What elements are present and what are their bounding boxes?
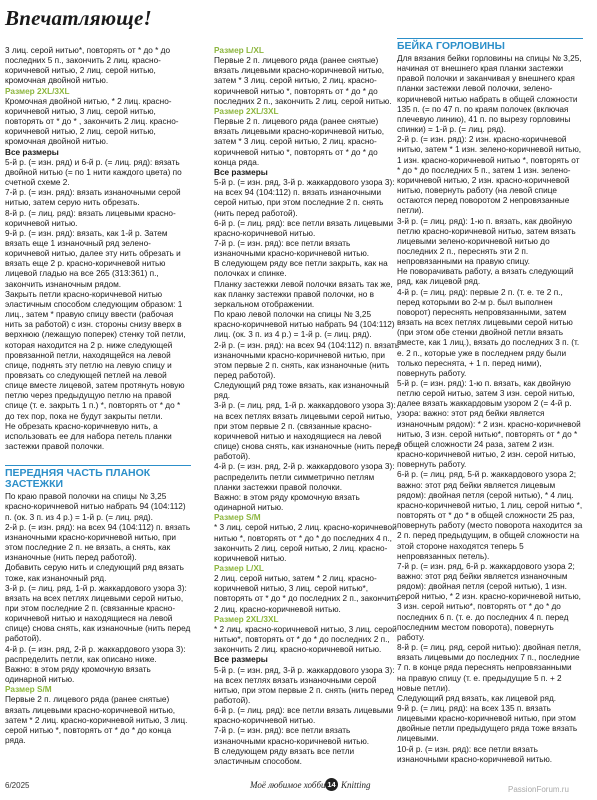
- size-heading: Размер S/M: [5, 685, 52, 695]
- paragraph: Планку застежки левой полочки вязать так же, как планку застежки правой полочки, но в зеркальном отображении.: [214, 279, 393, 309]
- paragraph: Следующий ряд тоже вязать, как изнаночный ряд.: [214, 381, 390, 401]
- paragraph: 3 лиц. серой нитью*, повторять от * до * до последних 5 п., закончить 2 лиц. красно-коричневой нитью, 2 лиц. серой нитью, кромочная двойной нитью.: [5, 46, 171, 86]
- paragraph: 8-й р. (= лиц. ряд, серой нитью): двойная петля, вязать лицевыми до последних 7 п., последние 7 п. в конце ряда переснять непровязанными на правую спицу (т. е. предыдущие 5 п. + 2 новые петли).: [397, 643, 582, 693]
- size-heading: Размер 2XL/3XL: [214, 106, 279, 116]
- paragraph: Добавить серую нить и следующий ряд вязать тоже, как изнаночный ряд.: [5, 563, 184, 583]
- magazine-section: Knitting: [341, 780, 371, 790]
- size-heading: Размер L/XL: [214, 46, 264, 55]
- paragraph: Закрыть петли красно-коричневой нитью эластичным способом следующим образом: 1 лиц., затем * правую спицу ввести (рабочая нить за работой) с изн. стороны снизу вверх в верхнюю (лежащую поперек) стенку той петли, которая находится на 2 р. ниже следующей провязанной петли, находящейся на левой спице, поднять эту петлю на левую спицу и провязать со следующей петлей на левой спице вместе лицевой, затем протянуть новую петлю через предыдущую петлю на правой спице (т. е. закрыть 1 п.) *, повторять от * до * до тех пор, пока не будут закрыты петли.: [5, 289, 186, 421]
- paragraph: 2-й р. (= изн. ряд): 2 изн. красно-коричневой нитью, затем * 1 изн. зелено-коричневой нитью, 1 изн. красно-коричневой нитью *, повторять от * до * до последних 5 п., затем 1 изн. зелено-коричневой нитью, 2 изн. красно-коричневой нитью, повернуть работу (на левой спице остаются перед поворотом 2 непровязанные петли).: [397, 135, 582, 216]
- paragraph: 2-й р. (= изн. ряд): на всех 94 (104:112) п. вязать изнаночными красно-коричневой нитью, при этом первые 2 п. снять, как изнаночные (нить перед работой).: [214, 340, 400, 380]
- paragraph: Важно: в этом ряду кромочную вязать одинарной нитью.: [5, 664, 151, 685]
- paragraph: Не обрезать красно-коричневую нить, а использовать ее для набора петель планки застежки правой полочки.: [5, 421, 172, 452]
- section-title: ПЕРЕДНЯЯ ЧАСТЬ ПЛАНОК ЗАСТЕЖКИ: [5, 465, 191, 490]
- size-heading: Размер 2XL/3XL: [214, 614, 279, 624]
- page-footer: [0, 776, 597, 800]
- paragraph: 4-й р. (= изн. ряд, 2-й р. жаккардового узора 3): распределить петли, как описано ниже.: [5, 644, 186, 664]
- paragraph: Первые 2 п. лицевого ряда (ранее снятые) вязать лицевыми красно-коричневой нитью, затем * 3 лиц. серой нитью, 2 лиц. красно-коричневой нитью *, повторять от * до * до последних 2 п., закончить 2 лиц. серой нитью.: [214, 56, 392, 106]
- page-title: Впечатляюще!: [5, 6, 152, 30]
- size-heading: Размер S/M: [214, 513, 261, 523]
- page-number-badge: 14: [325, 778, 338, 791]
- paragraph: 2-й р. (= изн. ряд): на всех 94 (104:112) п. вязать изнаночными красно-коричневой нитью, при этом последние 2 п. не вязать, а снять, как изнаночные (нить перед работой).: [5, 522, 191, 563]
- paragraph: 4-й р. (= изн. ряд, 2-й р. жаккардового узора 3): распределить петли симметрично петлям планки застежки правой полочки.: [214, 462, 395, 492]
- paragraph: 7-й р. (= изн. ряд): вязать изнаночными серой нитью, затем серую нить обрезать.: [5, 188, 181, 208]
- paragraph: По краю правой полочки на спицы № 3,25 красно-коричневой нитью набрать 94 (104:112) п. (ок. 3 п. из 4 р.) = 1-й р. (= лиц. ряд).: [5, 492, 186, 522]
- subheading: Все размеры: [214, 655, 268, 665]
- column-3: [397, 38, 583, 765]
- paragraph: Важно: в этом ряду кромочную вязать одинарной нитью.: [214, 492, 360, 513]
- paragraph: 7-й р. (= изн. ряд): все петли вязать изнаночными красно-коричневой нитью.: [214, 238, 370, 259]
- paragraph: В следующем ряду все петли закрыть, как на полочках и спинке.: [214, 259, 388, 279]
- paragraph: * 2 лиц. красно-коричневой нитью, 3 лиц. серой нитью*, повторять от * до * до последних 2 п., закончить 2 лиц. красно-коричневой нитью.: [214, 624, 397, 655]
- paragraph: Следующий ряд вязать, как лицевой ряд.: [397, 693, 557, 703]
- paragraph: По краю левой полочки на спицы № 3,25 красно-коричневой нитью набрать 94 (104:112) лиц. (ок. 3 п. из 4 р.) = 1-й р. (= лиц. ряд).: [214, 310, 395, 340]
- paragraph: 6-й р. (= лиц. ряд, 5-й р. жаккардового узора 2; важно: этот ряд бейки является лицевым рядом): двойная петля (серой нитью), * 4 лиц. красно-коричневой нитью, 1 лиц. серой нитью *, повторять от * до * в общей сложности 25 раз, повернуть работу (место поворота находится за 2 п. перед предыдущим, в общей сложности на этой стороне находятся теперь 5 непровязанных петель).: [397, 470, 583, 561]
- paragraph: 8-й р. (= лиц. ряд): вязать лицевыми красно-коричневой нитью.: [5, 208, 176, 228]
- paragraph: 5-й р. (= изн. ряд) и 6-й р. (= лиц. ряд): вязать двойной нитью (= по 1 нити каждого цвета) по счетной схеме 2.: [5, 157, 182, 188]
- paragraph: 3-й р. (= лиц. ряд, 1-й р. жаккардового узора 3): на всех петлях вязать лицевыми серой нитью, при этом первые 2 п. (связанные красно-коричневой нитью и находящиеся на левой спице) снова снять, как изнаночные (нить перед работой).: [214, 401, 400, 462]
- magazine-name: Моё любимое хобби: [250, 780, 326, 790]
- size-heading: Размер 2XL/3XL: [5, 86, 70, 96]
- paragraph: 3-й р. (= лиц. ряд): 1-ю п. вязать, как двойную петлю красно-коричневой нитью, затем вязать лицевыми зелено-коричневой нитью до последних 2 п., переснять эти 2 п. непровязанными на правую спицу.: [397, 216, 576, 267]
- column-2: [214, 46, 400, 767]
- issue-number: 6/2025: [5, 781, 30, 790]
- paragraph: Для вязания бейки горловины на спицы № 3,25, начиная от внешнего края планки застежки правой полочки и заканчивая у внешнего края планки застежки левой полочки, зелено-коричневой нитью набрать в общей сложности 135 п. (= по 47 п. по краям полочек (включая плечевую линию), 41 п. по вырезу горловины спинки) = 1-й р. (= лиц. ряд).: [397, 54, 582, 135]
- paragraph: Не поворачивать работу, а вязать следующий ряд, как лицевой ряд.: [397, 267, 574, 287]
- paragraph: 7-й р. (= изн. ряд, 6-й р. жаккардового узора 2; важно: этот ряд бейки является изнаночным рядом): двойная петля (серой нитью), 1 изн. серой нитью, * 2 изн. красно-коричневой нитью, 3 изн. серой нитью*, повторять от * до * до последних 6 п. (т. е. до последних 4 п. перед последним местом поворота), повернуть работу.: [397, 561, 581, 642]
- paragraph: 4-й р. (= лиц. ряд): первые 2 п. (т. е. те 2 п., перед которыми во 2-м р. был выполнен поворот) переснять непровязанными, затем вязать на всех петлях лицевыми серой нитью (при этом обе стенки двойной петли вязать вместе, как 1 лиц.), вязать до последних 3 п. (т. е. 2 п., которые уже в последнем ряду были только переснята, + 1 п. перед ними), повернуть работу.: [397, 287, 580, 378]
- watermark: PassionForum.ru: [508, 785, 569, 794]
- subheading: Все размеры: [214, 167, 268, 177]
- size-heading: Размер L/XL: [214, 563, 264, 573]
- paragraph: 9-й р. (= лиц. ряд): на всех 135 п. вязать лицевыми красно-коричневой нитью, при этом двойные петли предыдущего ряда тоже вязать лицевыми.: [397, 704, 578, 744]
- paragraph: В следующем ряду вязать все петли эластичным способом.: [214, 746, 355, 766]
- paragraph: Первые 2 п. лицевого ряда (ранее снятые) вязать лицевыми красно-коричневой нитью, затем * 2 лиц. красно-коричневой нитью, 3 лиц. серой нитью *, повторять от * до * до конца ряда.: [5, 695, 188, 745]
- paragraph: 5-й р. (= изн. ряд, 3-й р. жаккардового узора 3): на всех петлях вязать изнаночными серой нитью, при этом первые 2 п. снять (нить перед работой).: [214, 665, 395, 705]
- paragraph: 7-й р. (= изн. ряд): все петли вязать изнаночными красно-коричневой нитью.: [214, 726, 370, 746]
- paragraph: * 3 лиц. серой нитью, 2 лиц. красно-коричневой нитью *, повторять от * до * до последних 4 п., закончить 2 лиц. серой нитью, 2 лиц. красно-коричневой нитью.: [214, 523, 397, 563]
- paragraph: 10-й р. (= изн. ряд): все петли вязать изнаночными красно-коричневой нитью.: [397, 744, 553, 764]
- paragraph: 6-й р. (= лиц. ряд): все петли вязать лицевыми красно-коричневой нитью.: [214, 218, 394, 238]
- paragraph: 5-й р. (= изн. ряд): 1-ю п. вязать, как двойную петлю серой нитью, затем 3 изн. серой нитью, далее вязать жаккардовым узором 2 (= 4-й р. узора: важно: этот ряд бейки является изнаночным рядом): * 2 изн. красно-коричневой нитью, 3 изн. серой нитью*, повторять от * до * в общей сложности 24 раза, затем 2 изн. красно-коричневой нитью, 2 изн. серой нитью, повернуть работу.: [397, 379, 581, 470]
- paragraph: Первые 2 п. лицевого ряда (ранее снятые) вязать лицевыми красно-коричневой нитью, затем * 3 лиц. серой нитью, 2 лиц. красно-коричневой нитью *, повторять от * до * до конца ряда.: [214, 117, 385, 167]
- spacer: [5, 452, 191, 462]
- paragraph: 9-й р. (= изн. ряд): вязать, как 1-й р. Затем вязать еще 1 изнаночный ряд зелено-коричневой нитью, далее эту нить обрезать и вязать еще 2 р. красно-коричневой нитью лицевой гладью на все 265 (313:361) п., закончить изнаночным рядом.: [5, 228, 181, 289]
- paragraph: 2 лиц. серой нитью, затем * 2 лиц. красно-коричневой нитью, 3 лиц. серой нитью*, повторять от * до * до последних 2 п., закончить 2 лиц. красно-коричневой нитью.: [214, 574, 399, 614]
- paragraph: 5-й р. (= изн. ряд, 3-й р. жаккардового узора 3): на всех 94 (104:112) п. вязать изнаночными серой нитью, при этом последние 2 п. снять (нить перед работой).: [214, 178, 395, 218]
- section-title: БЕЙКА ГОРЛОВИНЫ: [397, 38, 583, 52]
- subheading: Все размеры: [5, 147, 59, 157]
- paragraph: 6-й р. (= лиц. ряд): все петли вязать лицевыми красно-коричневой нитью.: [214, 706, 394, 726]
- paragraph: 3-й р. (= лиц. ряд, 1-й р. жаккардового узора 3): вязать на всех петлях лицевыми серой нитью, при этом последние 2 п. (связанные красно-коричневой нитью и находящиеся на левой спице) снова снять, как изнаночные (нить перед работой).: [5, 583, 191, 644]
- column-1: [5, 46, 191, 746]
- paragraph: Кромочная двойной нитью, * 2 лиц. красно-коричневой нитью, 3 лиц. серой нитью, повторять от * до * , закончить 2 лиц. красно-коричневой нитью, 2 лиц. серой нитью, кромочная двойной нитью.: [5, 96, 179, 147]
